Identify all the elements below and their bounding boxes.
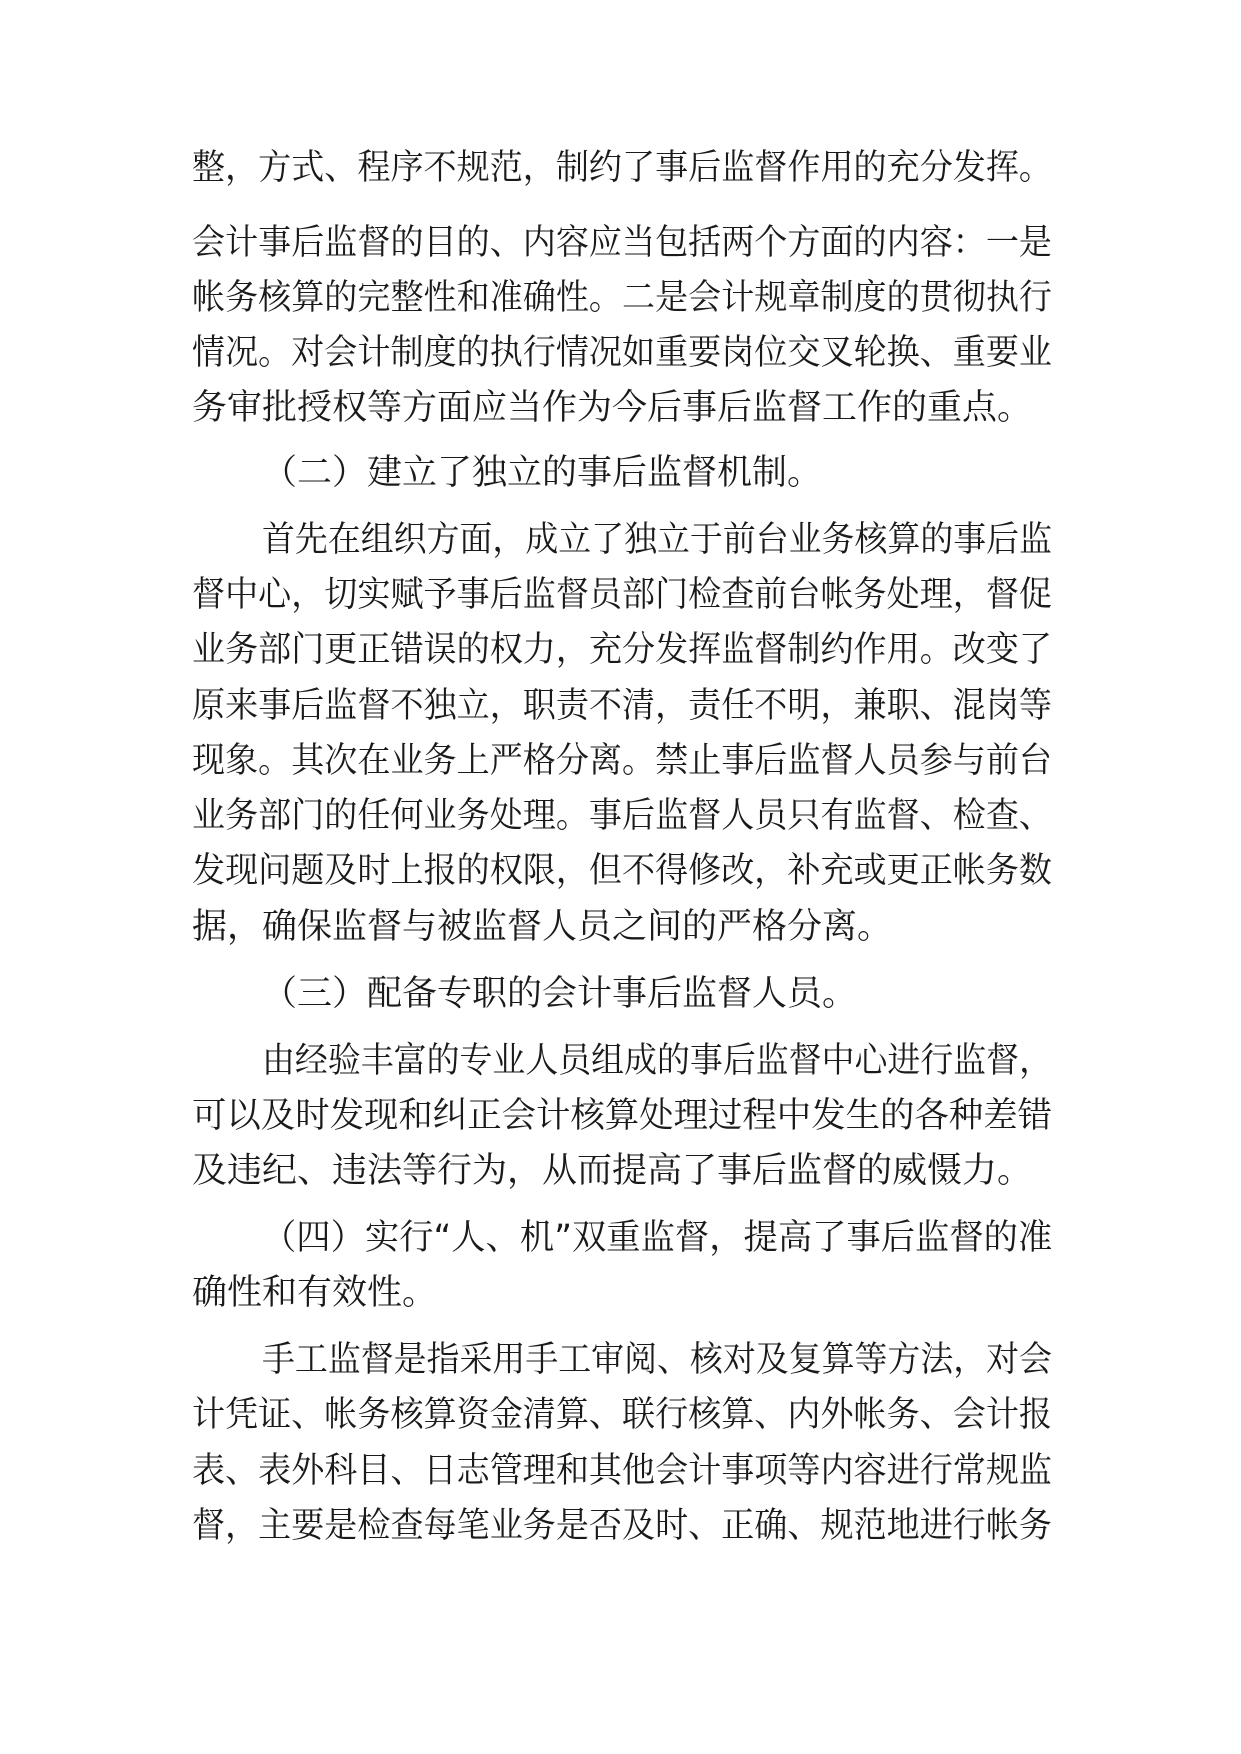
text-line-content: 业务部门更正错误的权力，充分发挥监督制约作用。改变了: [192, 630, 1053, 670]
text-line: [0, 731, 1241, 791]
text-line: [0, 1031, 1241, 1091]
text-line: [0, 138, 1241, 198]
text-line-content: 由经验丰富的专业人员组成的事后监督中心进行监督，: [262, 1041, 1053, 1081]
text-line-content: 手工监督是指采用手工审阅、核对及复算等方法，对会: [262, 1340, 1053, 1380]
text-line-content: 可以及时发现和纠正会计核算处理过程中发生的各种差错: [192, 1096, 1053, 1136]
section-heading-continued: [0, 1263, 1241, 1323]
text-line: [0, 565, 1241, 625]
section-heading: [0, 964, 1241, 1024]
text-line: [0, 897, 1241, 957]
text-line: [0, 1086, 1241, 1146]
text-line-content: 帐务核算的完整性和准确性。二是会计规章制度的贯彻执行: [192, 278, 1053, 318]
text-line: [0, 841, 1241, 901]
section-heading: [0, 443, 1241, 503]
text-line: [0, 510, 1241, 570]
text-line: [0, 268, 1241, 328]
section-heading: [0, 1208, 1241, 1268]
text-line-content: 现象。其次在业务上严格分离。禁止事后监督人员参与前台: [192, 741, 1053, 781]
text-line-content: 表、表外科目、日志管理和其他会计事项等内容进行常规监: [192, 1451, 1053, 1491]
text-line: [0, 786, 1241, 846]
section-heading-text: （三）配备专职的会计事后监督人员。: [262, 974, 858, 1014]
text-line: [0, 378, 1241, 438]
text-line: [0, 213, 1241, 273]
text-line-content: 督，主要是检查每笔业务是否及时、正确、规范地进行帐务: [192, 1506, 1053, 1546]
text-line-content: 及违纪、违法等行为，从而提高了事后监督的威慑力。: [192, 1151, 1033, 1191]
text-line-content: 业务部门的任何业务处理。事后监督人员只有监督、检查、: [192, 796, 1053, 836]
text-line: [0, 1496, 1241, 1556]
section-heading-text: （二）建立了独立的事后监督机制。: [262, 453, 823, 493]
text-line-content: 会计事后监督的目的、内容应当包括两个方面的内容：一是: [192, 223, 1053, 263]
text-line-content: 计凭证、帐务核算资金清算、联行核算、内外帐务、会计报: [192, 1395, 1053, 1435]
text-line: [0, 323, 1241, 383]
text-line-content: 首先在组织方面，成立了独立于前台业务核算的事后监: [262, 520, 1053, 560]
text-line: [0, 1385, 1241, 1445]
text-line: [0, 620, 1241, 680]
section-heading-text: 确性和有效性。: [192, 1273, 438, 1313]
text-line: [0, 1441, 1241, 1501]
text-line-content: 整，方式、程序不规范，制约了事后监督作用的充分发挥。: [192, 148, 1053, 188]
text-line: [0, 1330, 1241, 1390]
text-line-content: 据，确保监督与被监督人员之间的严格分离。: [192, 907, 893, 947]
text-line-content: 情况。对会计制度的执行情况如重要岗位交叉轮换、重要业: [192, 333, 1053, 373]
text-line-content: 督中心，切实赋予事后监督员部门检查前台帐务处理，督促: [192, 575, 1053, 615]
text-line-content: 发现问题及时上报的权限，但不得修改，补充或更正帐务数: [192, 851, 1053, 891]
text-line-content: 原来事后监督不独立，职责不清，责任不明，兼职、混岗等: [192, 686, 1053, 726]
text-line: [0, 1141, 1241, 1201]
section-heading-text: （四）实行“人、机”双重监督，提高了事后监督的准: [262, 1218, 1053, 1258]
text-line-content: 务审批授权等方面应当作为今后事后监督工作的重点。: [192, 388, 1033, 428]
text-line: [0, 676, 1241, 736]
